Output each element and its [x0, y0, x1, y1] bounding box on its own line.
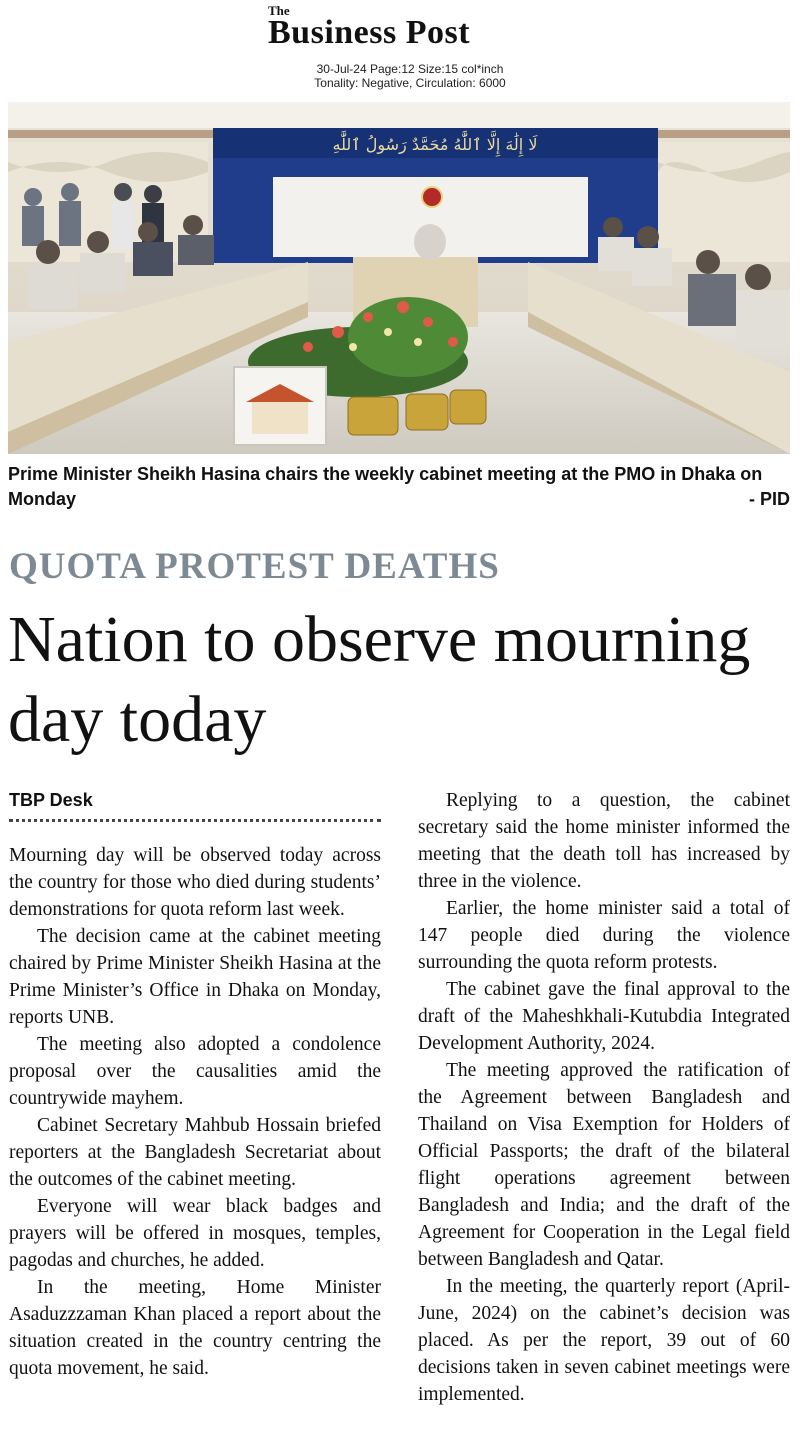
paragraph: Mourning day will be observed today across the country for those who died during students’ demonstrations for quota reform last week.	[9, 845, 381, 920]
calligraphy-banner: لَا إِلَٰهَ إِلَّا ٱللَّٰهُ مُحَمَّدٌ رَسُولُ ٱللَّٰهِ	[332, 135, 538, 154]
paragraph: The decision came at the cabinet meeting chaired by Prime Minister Sheikh Hasina at the Prime Minister’s Office in Dhaka on Monday, reports UNB.	[9, 926, 381, 1028]
dotted-divider	[9, 819, 381, 822]
cabinet-meeting-photo	[8, 102, 790, 454]
clipping-meta	[290, 62, 530, 90]
clipping-meta-line2: Tonality: Negative, Circulation: 6000	[314, 76, 506, 90]
newspaper-logo: Business Post	[268, 14, 471, 51]
masthead-the: The	[268, 3, 290, 18]
photo-illustration	[8, 102, 790, 454]
byline: TBP Desk	[9, 790, 93, 810]
paragraph: The meeting approved the ratification of the Agreement between Bangladesh and Thailand on Visa Exemption for Holders of Official Passports; the draft of the bilateral flight operations agreement between Bangladesh and India; and the draft of the Agreement for Cooperation in the Legal field between Bangladesh and Qatar.	[418, 1060, 790, 1270]
article-column-1	[9, 842, 381, 1382]
paragraph: Cabinet Secretary Mahbub Hossain briefed reporters at the Bangladesh Secretariat about the outcomes of the cabinet meeting.	[9, 1115, 381, 1190]
paragraph: The cabinet gave the final approval to the draft of the Maheshkhali-Kutubdia Integrated Development Authority, 2024.	[418, 979, 790, 1054]
photo-credit: - PID	[748, 489, 790, 509]
photo-caption	[8, 462, 790, 512]
paragraph: Replying to a question, the cabinet secretary said the home minister informed the meeting that the death toll has increased by three in the violence.	[418, 790, 790, 892]
paragraph: In the meeting, Home Minister Asaduzzzaman Khan placed a report about the situation created in the country centring the quota movement, he said.	[9, 1277, 381, 1379]
headline: Nation to observe mourning day today	[8, 603, 751, 756]
paragraph: Everyone will wear black badges and prayers will be offered in mosques, temples, pagodas and churches, he added.	[9, 1196, 381, 1271]
clipping-meta-line1: 30-Jul-24 Page:12 Size:15 col*inch	[316, 62, 504, 76]
kicker: QUOTA PROTEST DEATHS	[9, 546, 500, 587]
paragraph: The meeting also adopted a condolence proposal over the causalities amid the countrywide mayhem.	[9, 1034, 381, 1109]
paragraph: Earlier, the home minister said a total of 147 people died during the violence surrounding the quota reform protests.	[418, 898, 790, 973]
paragraph: In the meeting, the quarterly report (April-June, 2024) on the cabinet’s decision was placed. As per the report, 39 out of 60 decisions taken in seven cabinet meetings were implemented.	[418, 1276, 790, 1405]
article-column-2	[418, 787, 790, 1408]
caption-text: Prime Minister Sheikh Hasina chairs the weekly cabinet meeting at the PMO in Dhaka on Monday	[8, 464, 763, 509]
